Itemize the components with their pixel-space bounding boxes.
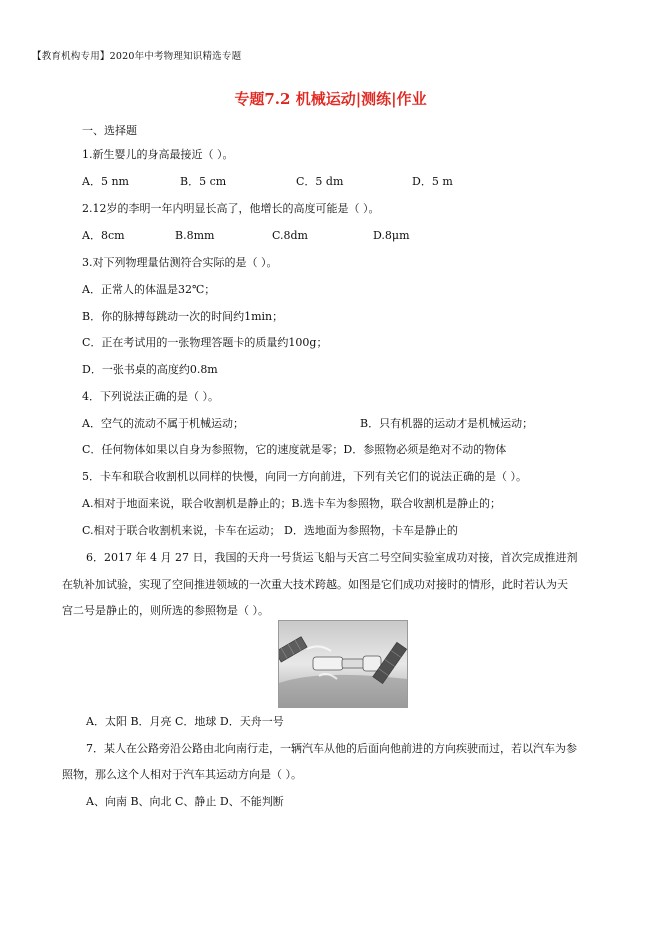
question-2-option-c: C.8dm [272, 229, 308, 242]
question-5-option-cd: C.相对于联合收割机来说，卡车在运动； D．选地面为参照物，卡车是静止的 [82, 524, 458, 537]
question-6-stem-line-1: 6．2017 年 4 月 27 日，我国的天舟一号货运飞船与天宫二号空间实验室成功对接，首次完成推进剂 [86, 551, 578, 564]
question-4-option-a: A．空气的流动不属于机械运动； [82, 417, 244, 430]
question-4-option-cd: C．任何物体如果以自身为参照物，它的速度就是零；D．参照物必须是绝对不动的物体 [82, 443, 507, 456]
question-2-option-b: B.8mm [175, 229, 215, 242]
question-3-option-c: C．正在考试用的一张物理答题卡的质量约100g； [82, 336, 328, 349]
question-4-stem: 4．下列说法正确的是（ ）。 [82, 390, 219, 403]
question-3-option-d: D．一张书桌的高度约0.8m [82, 363, 218, 376]
question-3-stem: 3.对下列物理量估测符合实际的是（ ）。 [82, 256, 278, 269]
question-2-option-d: D.8μm [373, 229, 410, 242]
question-2-option-a: A．8cm [82, 229, 125, 242]
question-7-stem-line-1: 7．某人在公路旁沿公路由北向南行走，一辆汽车从他的后面向他前进的方向疾驶而过，若以汽车为参 [86, 742, 577, 755]
question-1-option-b: B．5 cm [180, 175, 227, 188]
question-7-options: A、向南 B、向北 C、静止 D、不能判断 [86, 795, 284, 808]
section-heading: 一、选择题 [82, 124, 137, 137]
question-1-stem: 1.新生婴儿的身高最接近（ ）。 [82, 148, 234, 161]
question-4-option-b: B．只有机器的运动才是机械运动； [360, 417, 534, 430]
page-header: 【教育机构专用】2020年中考物理知识精选专题 [32, 51, 242, 62]
question-2-stem: 2.12岁的李明一年内明显长高了，他增长的高度可能是（ ）。 [82, 202, 380, 215]
question-3-option-b: B．你的脉搏每跳动一次的时间约1min； [82, 310, 284, 323]
question-3-option-a: A．正常人的体温是32℃； [82, 283, 216, 296]
question-6-stem-line-2: 在轨补加试验，实现了空间推进领域的一次重大技术跨越。如图是它们成功对接时的情形，此时若认为天 [62, 578, 568, 591]
question-1-option-c: C．5 dm [296, 175, 344, 188]
question-1-option-a: A．5 nm [82, 175, 129, 188]
question-6-stem-line-3: 宫二号是静止的，则所选的参照物是（ ）。 [62, 604, 269, 617]
space-station-docking-photo [278, 620, 408, 708]
question-6-options: A．太阳 B．月亮 C．地球 D．天舟一号 [86, 715, 284, 728]
document-title: 专题7.2 机械运动|测练|作业 [234, 90, 427, 108]
question-5-stem: 5．卡车和联合收割机以同样的快慢，向同一方向前进，下列有关它们的说法正确的是（ ）。 [82, 470, 527, 483]
question-7-stem-line-2: 照物，那么这个人相对于汽车其运动方向是（ ）。 [62, 768, 302, 781]
question-5-option-ab: A.相对于地面来说，联合收割机是静止的；B.选卡车为参照物，联合收割机是静止的； [82, 497, 502, 510]
question-1-option-d: D．5 m [412, 175, 453, 188]
